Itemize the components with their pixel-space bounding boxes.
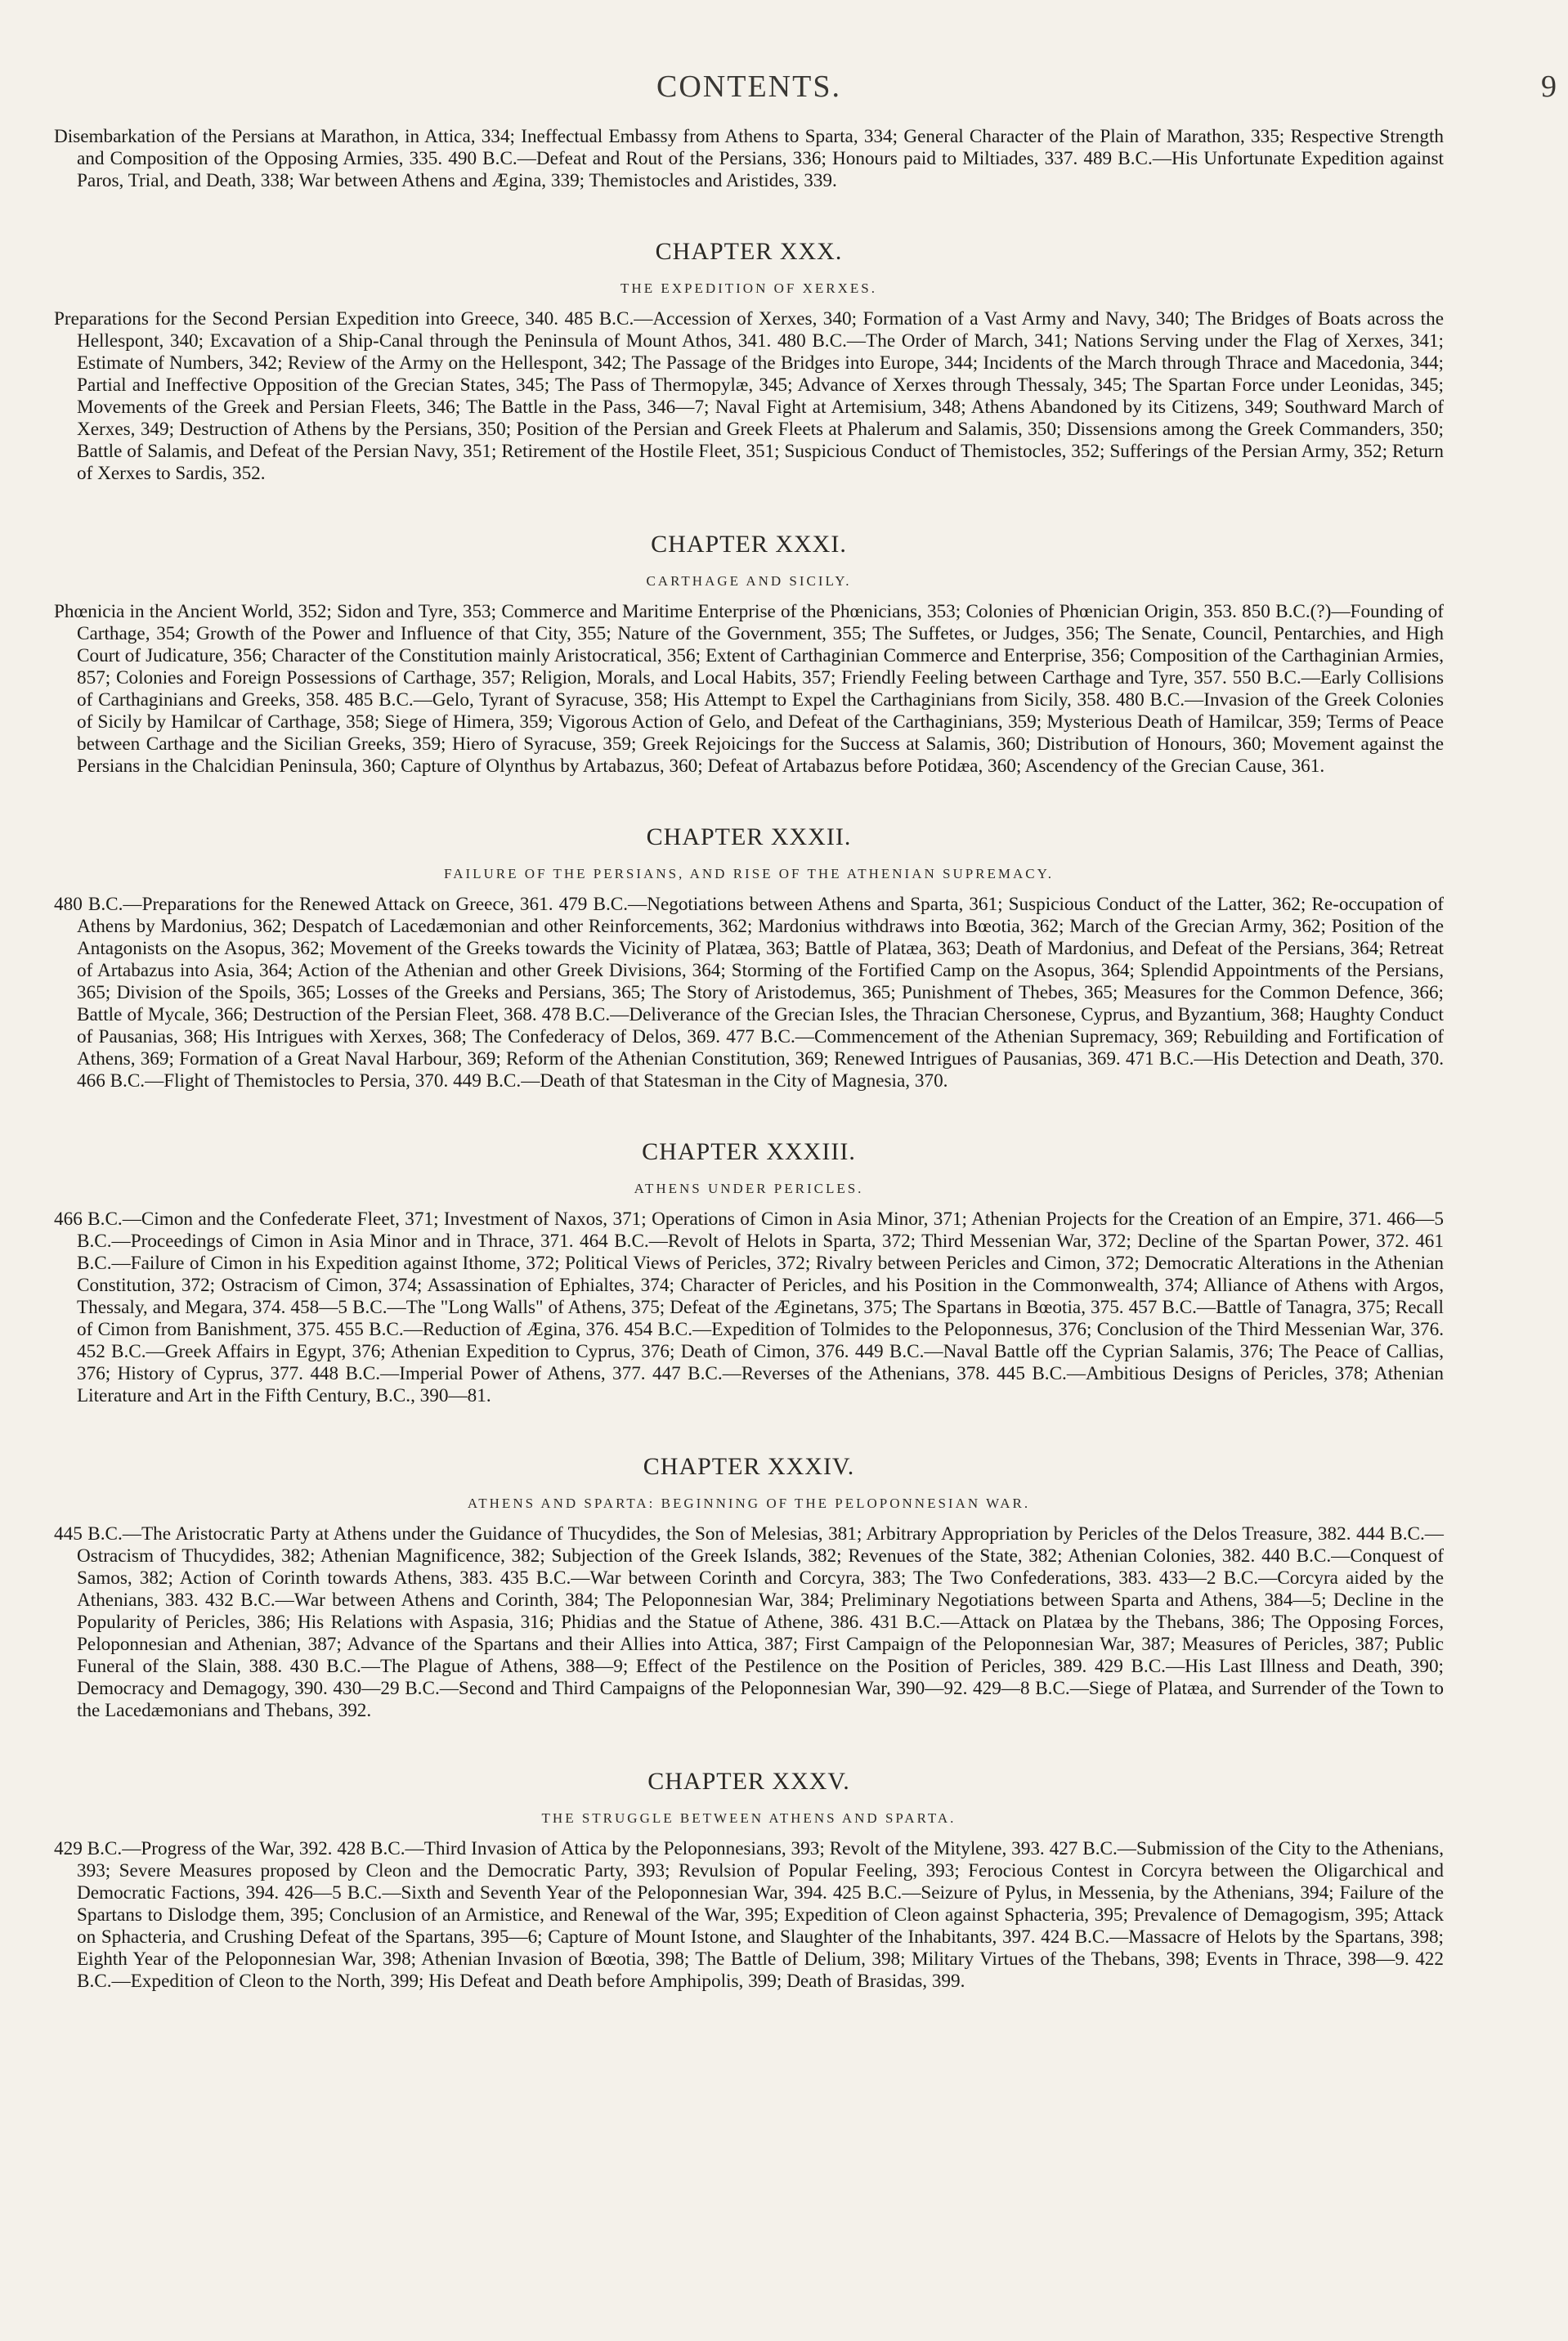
chapter-title: CHAPTER XXXV. — [647, 1768, 850, 1795]
chapter-title: CHAPTER XXXIV. — [643, 1453, 855, 1480]
chapter-summary: 429 B.C.—Progress of the War, 392. 428 B.C.—Third Invasion of Attica by the Peloponnesians, 393; Revolt of the Mitylene, 393. 427 B.C.—Submission of the City to the Athenians, 393; Severe Measures proposed by Cleon and the Democratic Party, 393; Revulsion of Popular Feeling, 393; Ferocious Contest in Corcyra between the Oligarchical and Democratic Factions, 394. 426—5 B.C.—Sixth and Seventh Year of the Peloponnesian War, 394. 425 B.C.—Seizure of Pylus, in Messenia, by the Athenians, 394; Failure of the Spartans to Dislodge them, 395; Conclusion of an Armistice, and Renewal of the War, 395; Expedition of Cleon against Sphacteria, 395; Prevalence of Demagogism, 395; Attack on Sphacteria, and Crushing Defeat of the Spartans, 395—6; Capture of Mount Istone, and Slaughter of the Inhabitants, 397. 424 B.C.—Massacre of Helots by the Spartans, 398; Eighth Year of the Peloponnesian War, 398; Athenian Invasion of Bœotia, 398; The Battle of Delium, 398; Military Virtues of the Thebans, 398; Events in Thrace, 398—9. 422 B.C.—Expedition of Cleon to the North, 399; His Defeat and Death before Amphipolis, 399; Death of Brasidas, 399. — [54, 1838, 1444, 1992]
contents-page — [54, 69, 1558, 1993]
chapter-subtitle: THE EXPEDITION OF XERXES. — [620, 280, 877, 296]
chapter-xxxi — [54, 531, 1444, 778]
intro-paragraph: Disembarkation of the Persians at Marathon, in Attica, 334; Ineffectual Embassy from Athens to Sparta, 334; General Character of the Plain of Marathon, 335; Respective Strength and Composition of the Opposing Armies, 335. 490 B.C.—Defeat and Rout of the Persians, 336; Honours paid to Miltiades, 337. 489 B.C.—His Unfortunate Expedition against Paros, Trial, and Death, 338; War between Athens and Ægina, 339; Themistocles and Aristides, 339. — [54, 126, 1444, 191]
page-title: CONTENTS. — [656, 70, 841, 104]
chapter-summary: 445 B.C.—The Aristocratic Party at Athens under the Guidance of Thucydides, the Son of Melesias, 381; Arbitrary Appropriation by Pericles of the Delos Treasure, 382. 444 B.C.—Ostracism of Thucydides, 382; Athenian Magnificence, 382; Subjection of the Greek Islands, 382; Revenues of the State, 382; Athenian Colonies, 382. 440 B.C.—Conquest of Samos, 382; Action of Corinth towards Athens, 383. 435 B.C.—War between Corinth and Corcyra, 383; The Two Confederations, 383. 433—2 B.C.—Corcyra aided by the Athenians, 383. 432 B.C.—War between Athens and Corinth, 384; The Peloponnesian War, 384; Preliminary Negotiations between Sparta and Athens, 384—5; Decline in the Popularity of Pericles, 386; His Relations with Aspasia, 316; Phidias and the Statue of Athene, 386. 431 B.C.—Attack on Platæa by the Thebans, 386; The Opposing Forces, Peloponnesian and Athenian, 387; Advance of the Spartans and their Allies into Attica, 387; First Campaign of the Peloponnesian War, 387; Measures of Pericles, 387; Public Funeral of the Slain, 388. 430 B.C.—The Plague of Athens, 388—9; Effect of the Pestilence on the Position of Pericles, 389. 429 B.C.—His Last Illness and Death, 390; Democracy and Demagogy, 390. 430—29 B.C.—Second and Third Campaigns of the Peloponnesian War, 390—92. 429—8 B.C.—Siege of Platæa, and Surrender of the Town to the Lacedæmonians and Thebans, 392. — [54, 1523, 1444, 1721]
chapter-xxxv — [54, 1768, 1444, 1993]
page-number: 9 — [1541, 70, 1558, 104]
chapter-xxxiii — [54, 1138, 1444, 1407]
chapter-subtitle: ATHENS AND SPARTA: BEGINNING OF THE PELOPONNESIAN WAR. — [467, 1496, 1031, 1511]
chapter-summary: Preparations for the Second Persian Expedition into Greece, 340. 485 B.C.—Accession of Xerxes, 340; Formation of a Vast Army and Navy, 340; The Bridges of Boats across the Hellespont, 340; Excavation of a Ship-Canal through the Peninsula of Mount Athos, 341. 480 B.C.—The Order of March, 341; Nations Serving under the Flag of Xerxes, 341; Estimate of Numbers, 342; Review of the Army on the Hellespont, 342; The Passage of the Bridges into Europe, 344; Incidents of the March through Thrace and Macedonia, 344; Partial and Ineffective Opposition of the Grecian States, 345; The Pass of Thermopylæ, 345; Advance of Xerxes through Thessaly, 345; The Spartan Force under Leonidas, 345; Movements of the Greek and Persian Fleets, 346; The Battle in the Pass, 346—7; Naval Fight at Artemisium, 348; Athens Abandoned by its Citizens, 349; Southward March of Xerxes, 349; Destruction of Athens by the Persians, 350; Position of the Persian and Greek Fleets at Phalerum and Salamis, 350; Dissensions among the Greek Commanders, 350; Battle of Salamis, and Defeat of the Persian Navy, 351; Retirement of the Hostile Fleet, 351; Suspicious Conduct of Themistocles, 352; Sufferings of the Persian Army, 352; Return of Xerxes to Sardis, 352. — [54, 308, 1444, 484]
chapter-xxxii — [54, 823, 1444, 1092]
chapter-subtitle: THE STRUGGLE BETWEEN ATHENS AND SPARTA. — [541, 1810, 956, 1826]
chapter-summary: Phœnicia in the Ancient World, 352; Sidon and Tyre, 353; Commerce and Maritime Enterprise of the Phœnicians, 353; Colonies of Phœnician Origin, 353. 850 B.C.(?)—Founding of Carthage, 354; Growth of the Power and Influence of that City, 355; Nature of the Government, 355; The Suffetes, or Judges, 356; The Senate, Council, Pentarchies, and High Court of Judicature, 356; Character of the Constitution mainly Aristocratical, 356; Extent of Carthaginian Commerce and Enterprise, 356; Composition of the Carthaginian Armies, 857; Colonies and Foreign Possessions of Carthage, 357; Religion, Morals, and Local Habits, 357; Friendly Feeling between Carthage and Tyre, 357. 550 B.C.—Early Collisions of Carthaginians and Greeks, 358. 485 B.C.—Gelo, Tyrant of Syracuse, 358; His Attempt to Expel the Carthaginians from Sicily, 358. 480 B.C.—Invasion of the Greek Colonies of Sicily by Hamilcar of Carthage, 358; Siege of Himera, 359; Vigorous Action of Gelo, and Defeat of the Carthaginians, 359; Mysterious Death of Hamilcar, 359; Terms of Peace between Carthage and the Sicilian Greeks, 359; Hiero of Syracuse, 359; Greek Rejoicings for the Success at Salamis, 360; Distribution of Honours, 360; Movement against the Persians in the Chalcidian Peninsula, 360; Capture of Olynthus by Artabazus, 360; Defeat of Artabazus before Potidæa, 360; Ascendency of the Grecian Cause, 361. — [54, 601, 1444, 777]
chapter-title: CHAPTER XXXIII. — [642, 1138, 856, 1165]
chapter-subtitle: FAILURE OF THE PERSIANS, AND RISE OF THE ATHENIAN SUPREMACY. — [444, 866, 1054, 881]
chapter-summary: 480 B.C.—Preparations for the Renewed Attack on Greece, 361. 479 B.C.—Negotiations between Athens and Sparta, 361; Suspicious Conduct of the Latter, 362; Re-occupation of Athens by Mardonius, 362; Despatch of Lacedæmonian and other Reinforcements, 362; Mardonius withdraws into Bœotia, 362; March of the Grecian Army, 362; Position of the Antagonists on the Asopus, 362; Movement of the Greeks towards the Vicinity of Platæa, 363; Battle of Platæa, 363; Death of Mardonius, and Defeat of the Persians, 364; Retreat of Artabazus into Asia, 364; Action of the Athenian and other Greek Divisions, 364; Storming of the Fortified Camp on the Asopus, 364; Splendid Appointments of the Persians, 365; Division of the Spoils, 365; Losses of the Greeks and Persians, 365; The Story of Aristodemus, 365; Punishment of Thebes, 365; Measures for the Common Defence, 366; Battle of Mycale, 366; Destruction of the Persian Fleet, 368. 478 B.C.—Deliverance of the Grecian Isles, the Thracian Chersonese, Cyprus, and Byzantium, 368; Haughty Conduct of Pausanias, 368; His Intrigues with Xerxes, 368; The Confederacy of Delos, 369. 477 B.C.—Commencement of the Athenian Supremacy, 369; Rebuilding and Fortification of Athens, 369; Formation of a Great Naval Harbour, 369; Reform of the Athenian Constitution, 369; Renewed Intrigues of Pausanias, 369. 471 B.C.—His Detection and Death, 370. 466 B.C.—Flight of Themistocles to Persia, 370. 449 B.C.—Death of that Statesman in the City of Magnesia, 370. — [54, 894, 1444, 1092]
chapter-xxxiv — [54, 1453, 1444, 1722]
chapter-title: CHAPTER XXXI. — [651, 531, 847, 558]
chapter-subtitle: CARTHAGE AND SICILY. — [646, 573, 852, 589]
chapter-title: CHAPTER XXXII. — [646, 823, 852, 850]
chapter-xxx — [54, 238, 1444, 485]
chapter-subtitle: ATHENS UNDER PERICLES. — [634, 1181, 864, 1196]
chapter-title: CHAPTER XXX. — [655, 238, 843, 265]
running-head — [54, 69, 1558, 118]
chapter-summary: 466 B.C.—Cimon and the Confederate Fleet, 371; Investment of Naxos, 371; Operations of Cimon in Asia Minor, 371; Athenian Projects for the Creation of an Empire, 371. 466—5 B.C.—Proceedings of Cimon in Asia Minor and in Thrace, 371. 464 B.C.—Revolt of Helots in Sparta, 372; Third Messenian War, 372; Decline of the Spartan Power, 372. 461 B.C.—Failure of Cimon in his Expedition against Ithome, 372; Political Views of Pericles, 372; Rivalry between Pericles and Cimon, 372; Democratic Alterations in the Athenian Constitution, 372; Ostracism of Cimon, 374; Assassination of Ephialtes, 374; Character of Pericles, and his Position in the Commonwealth, 374; Alliance of Athens with Argos, Thessaly, and Megara, 374. 458—5 B.C.—The "Long Walls" of Athens, 375; Defeat of the Æginetans, 375; The Spartans in Bœotia, 375. 457 B.C.—Battle of Tanagra, 375; Recall of Cimon from Banishment, 375. 455 B.C.—Reduction of Ægina, 376. 454 B.C.—Expedition of Tolmides to the Peloponnesus, 376; Conclusion of the Third Messenian War, 376. 452 B.C.—Greek Affairs in Egypt, 376; Athenian Expedition to Cyprus, 376; Death of Cimon, 376. 449 B.C.—Naval Battle off the Cyprian Salamis, 376; The Peace of Callias, 376; History of Cyprus, 377. 448 B.C.—Imperial Power of Athens, 377. 447 B.C.—Reverses of the Athenians, 378. 445 B.C.—Ambitious Designs of Pericles, 378; Athenian Literature and Art in the Fifth Century, B.C., 390—81. — [54, 1209, 1444, 1406]
